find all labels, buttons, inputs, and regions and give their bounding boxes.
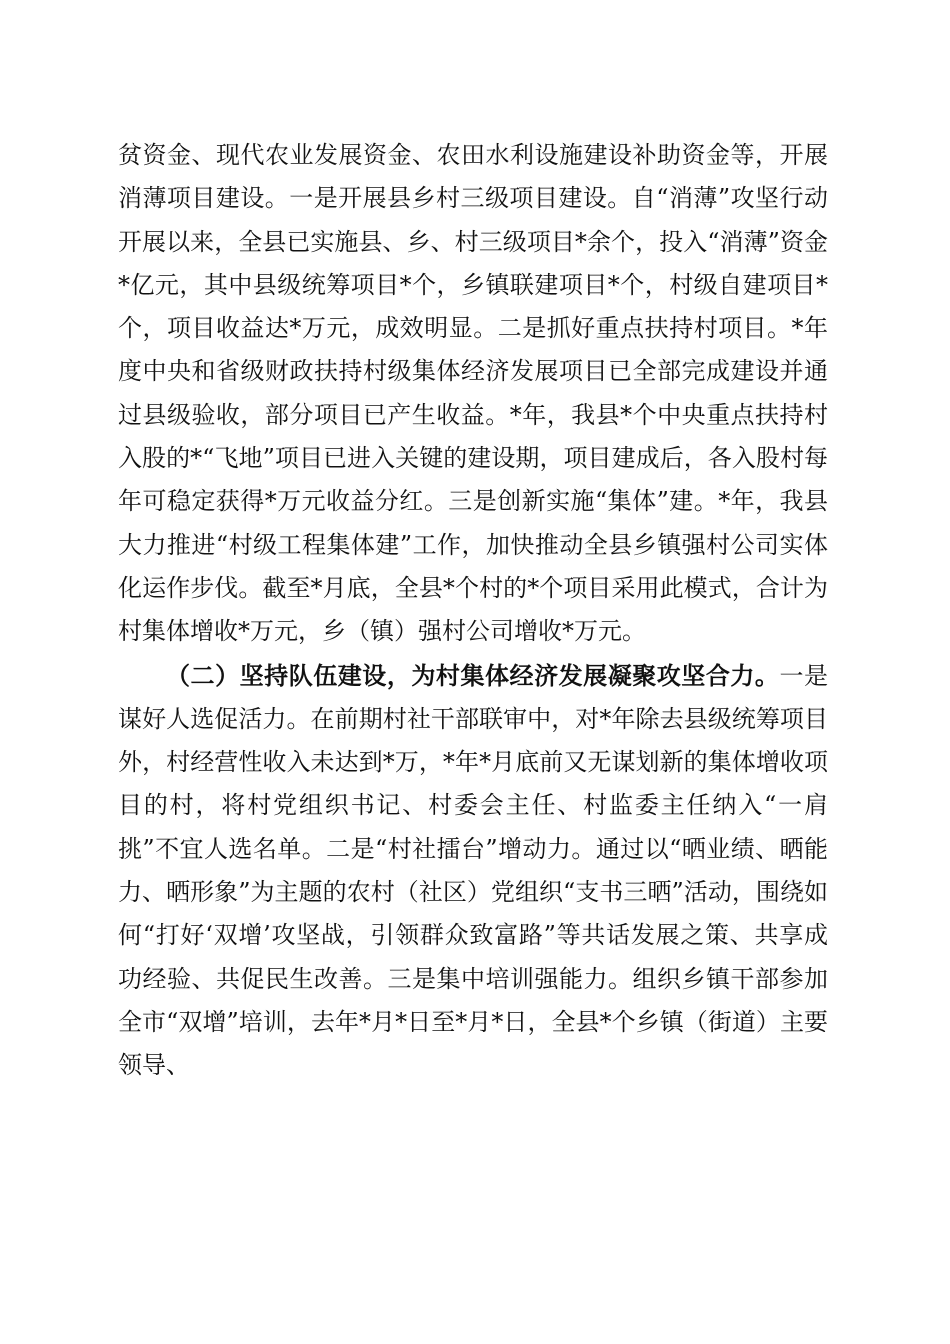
section-body-team-building: 一是谋好人选促活力。在前期村社干部联审中，对*年除去县级统筹项目外，村经营性收入未达到*万，*年*月底前又无谋划新的集体增收项目的村，将村党组织书记、村委会主任、村监委主任纳入“一肩挑”不宜人选名单。二是“村社擂台”增动力。通过以“晒业绩、晒能力、晒形象”为主题的农村（社区）党组织“支书三晒”活动，围绕如何“打好‘双增’攻坚战，引领群众致富路”等共话发展之策、共享成功经验、共促民生改善。三是集中培训强能力。组织乡镇干部参加全市“双增”培训，去年*月*日至*月*日，全县*个乡镇（街道）主要领导、 xyxy=(118,661,829,1080)
document-body xyxy=(118,134,828,1088)
section-heading-team-building: （二）坚持队伍建设，为村集体经济发展凝聚攻坚合力。 xyxy=(166,660,780,690)
paragraph-team-building xyxy=(118,654,828,1088)
paragraph-funds-projects: 贫资金、现代农业发展资金、农田水利设施建设补助资金等，开展消薄项目建设。一是开展县乡村三级项目建设。自“消薄”攻坚行动开展以来，全县已实施县、乡、村三级项目*余个，投入“消薄”资金*亿元，其中县级统筹项目*个，乡镇联建项目*个，村级自建项目*个，项目收益达*万元，成效明显。二是抓好重点扶持村项目。*年度中央和省级财政扶持村级集体经济发展项目已全部完成建设并通过县级验收，部分项目已产生收益。*年，我县*个中央重点扶持村入股的*“飞地”项目已进入关键的建设期，项目建成后，各入股村每年可稳定获得*万元收益分红。三是创新实施“集体”建。*年，我县大力推进“村级工程集体建”工作，加快推动全县乡镇强村公司实体化运作步伐。截至*月底，全县*个村的*个项目采用此模式，合计为村集体增收*万元，乡（镇）强村公司增收*万元。 xyxy=(118,141,828,646)
